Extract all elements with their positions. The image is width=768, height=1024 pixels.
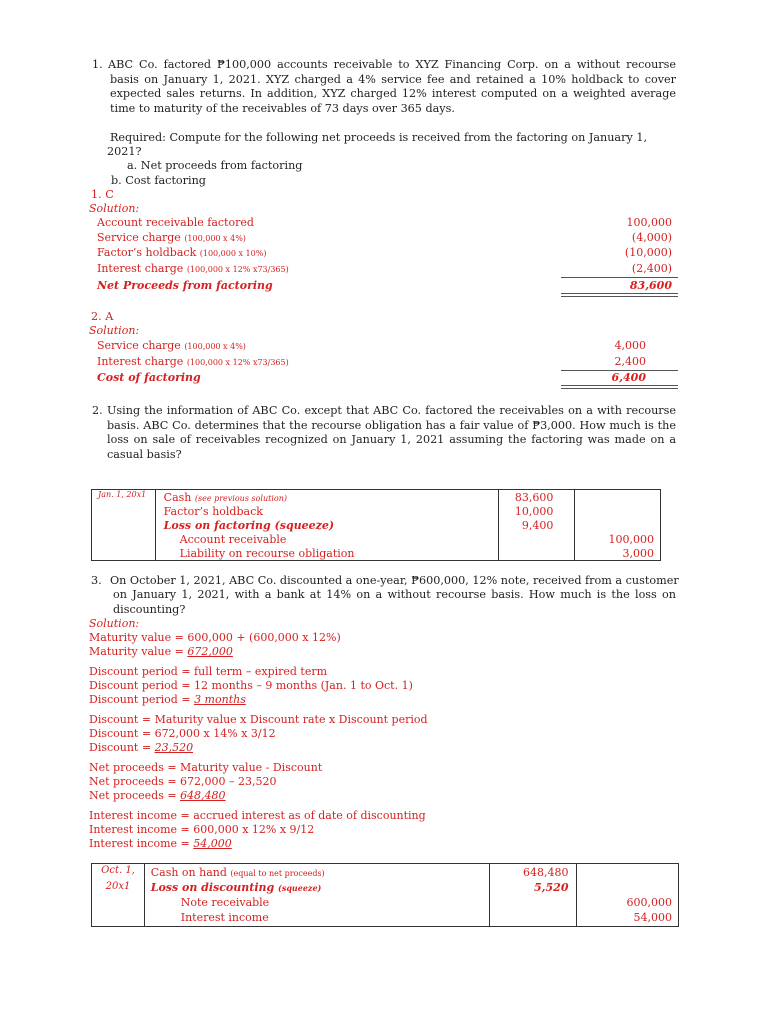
q1b-row-0: Service charge (100,000 x 4%) bbox=[97, 339, 246, 352]
q1-solution-label: Solution: bbox=[89, 202, 140, 215]
q3-line-1: Loss on discounting (squeeze) bbox=[150, 881, 322, 894]
q2-date-cell bbox=[92, 490, 156, 561]
q2-debit-cell bbox=[498, 490, 575, 561]
q1-row-3: Interest charge (100,000 x 12% x73/365) bbox=[97, 262, 289, 275]
q1-total-amount: 83,600 bbox=[629, 279, 672, 292]
q1-required-line1: Required: Compute for the following net proceeds is received from the factoring on January 1, bbox=[110, 131, 647, 144]
q3-journal-entry bbox=[91, 863, 679, 927]
q1-row-0: Account receivable factored bbox=[97, 216, 254, 229]
q3-dp1: Discount period = full term – expired term bbox=[89, 665, 328, 678]
q3-mv1: Maturity value = 600,000 + (600,000 x 12%) bbox=[89, 631, 341, 644]
q1-row-3-amount: (2,400) bbox=[631, 262, 672, 275]
q3-line-0: Cash on hand (equal to net proceeds) bbox=[150, 866, 325, 879]
q3-credit-2: 600,000 bbox=[626, 896, 672, 909]
q2-paragraph: Using the information of ABC Co. except that ABC Co. factored the receivables on a with recourse basis. ABC Co. determines that the recourse obligation has a fair value of ₱3,000. How much is the loss on sale of receivables recognized on January 1, 2021 assuming the factoring was made on a casual basis? bbox=[107, 404, 676, 461]
q3-np2: Net proceeds = 672,000 – 23,520 bbox=[89, 775, 277, 788]
q1-number: 1. bbox=[92, 58, 103, 71]
q1-answer: 1. C bbox=[91, 188, 114, 201]
q1-row-0-amount: 100,000 bbox=[626, 216, 672, 229]
q3-d3: Discount = 23,520 bbox=[89, 741, 194, 754]
q1b-row-1-amount: 2,400 bbox=[614, 355, 646, 368]
q1b-double-line-bottom bbox=[561, 388, 678, 389]
q1b-total-label: Cost of factoring bbox=[97, 371, 201, 384]
q2-number: 2. bbox=[92, 404, 103, 417]
q2-line-1: Factor’s holdback bbox=[163, 505, 263, 518]
q3-ii2: Interest income = 600,000 x 12% x 9/12 bbox=[89, 823, 315, 836]
q3-d2: Discount = 672,000 x 14% x 3/12 bbox=[89, 727, 276, 740]
q2-debit-1: 10,000 bbox=[514, 505, 554, 518]
q3-line-3: Interest income bbox=[180, 911, 269, 924]
q3-debit-cell bbox=[489, 864, 577, 927]
q2-line-2: Loss on factoring (squeeze) bbox=[163, 519, 335, 532]
q3-debit-1: 5,520 bbox=[534, 881, 569, 894]
q1-required-line2: 2021? bbox=[107, 145, 142, 158]
q2-credit-4: 3,000 bbox=[622, 547, 654, 560]
q1b-row-0-amount: 4,000 bbox=[614, 339, 646, 352]
q3-debit-0: 648,480 bbox=[522, 866, 569, 879]
q3-date-cell bbox=[92, 864, 145, 927]
q2-date: Jan. 1, 20x1 bbox=[98, 490, 147, 499]
q3-credit-3: 54,000 bbox=[633, 911, 672, 924]
q2-line-3: Account receivable bbox=[179, 533, 287, 546]
q1-row-2-amount: (10,000) bbox=[624, 246, 672, 259]
q2-account-cell bbox=[155, 490, 498, 561]
q1b-double-line-top bbox=[561, 385, 678, 386]
q3-np1: Net proceeds = Maturity value - Discount bbox=[89, 761, 323, 774]
q3-account-cell bbox=[144, 864, 489, 927]
q1-double-line-top bbox=[561, 293, 678, 294]
q3-ii3: Interest income = 54,000 bbox=[89, 837, 232, 850]
q2-journal-entry bbox=[91, 489, 661, 561]
q3-para-line1: On October 1, 2021, ABC Co. discounted a one-year, ₱600,000, 12% note, received from a customer bbox=[110, 574, 679, 587]
q3-credit-cell bbox=[577, 864, 679, 927]
q1-row-2: Factor’s holdback (100,000 x 10%) bbox=[97, 246, 267, 259]
q1-subtotal-line bbox=[561, 277, 678, 278]
q1-row-1: Service charge (100,000 x 4%) bbox=[97, 231, 246, 244]
q2-credit-3: 100,000 bbox=[608, 533, 654, 546]
q2-credit-cell bbox=[575, 490, 661, 561]
q3-line-2: Note receivable bbox=[180, 896, 270, 909]
q2-line-0: Cash (see previous solution) bbox=[163, 491, 287, 504]
q3-ii1: Interest income = accrued interest as of date of discounting bbox=[89, 809, 426, 822]
q3-d1: Discount = Maturity value x Discount rate x Discount period bbox=[89, 713, 428, 726]
q1-paragraph: ABC Co. factored ₱100,000 accounts receivable to XYZ Financing Corp. on a without recourse basis on January 1, 2021. XYZ charged a 4% service fee and retained a 10% holdback to cover expected sales returns. In addition, XYZ charged 12% interest computed on a weighted average time to maturity of the receivables of 73 days over 365 days. bbox=[108, 58, 676, 115]
q2-debit-0: 83,600 bbox=[514, 491, 554, 504]
q1b-solution-label: Solution: bbox=[89, 324, 140, 337]
q1-req-a: a. Net proceeds from factoring bbox=[127, 159, 303, 172]
q1-total-label: Net Proceeds from factoring bbox=[97, 279, 273, 292]
q1b-row-1: Interest charge (100,000 x 12% x73/365) bbox=[97, 355, 289, 368]
q3-para-rest: on January 1, 2021, with a bank at 14% on a without recourse basis. How much is the loss on discounting? bbox=[113, 588, 676, 616]
q3-date-line1: Oct. 1, bbox=[101, 865, 135, 876]
q3-np3: Net proceeds = 648,480 bbox=[89, 789, 226, 802]
q2-line-4: Liability on recourse obligation bbox=[179, 547, 355, 560]
q1-row-1-amount: (4,000) bbox=[631, 231, 672, 244]
q3-dp2: Discount period = 12 months – 9 months (Jan. 1 to Oct. 1) bbox=[89, 679, 413, 692]
q3-dp3: Discount period = 3 months bbox=[89, 693, 246, 706]
q3-solution-label: Solution: bbox=[89, 617, 140, 630]
q1b-answer: 2. A bbox=[91, 310, 114, 323]
q3-date-line2: 20x1 bbox=[105, 881, 131, 892]
q1-req-b: b. Cost factoring bbox=[111, 174, 206, 187]
q3-number: 3. bbox=[91, 574, 102, 587]
q1b-total-amount: 6,400 bbox=[611, 371, 646, 384]
q1-double-line-bottom bbox=[561, 296, 678, 297]
q3-mv2: Maturity value = 672,000 bbox=[89, 645, 233, 658]
q2-debit-2: 9,400 bbox=[521, 519, 554, 532]
